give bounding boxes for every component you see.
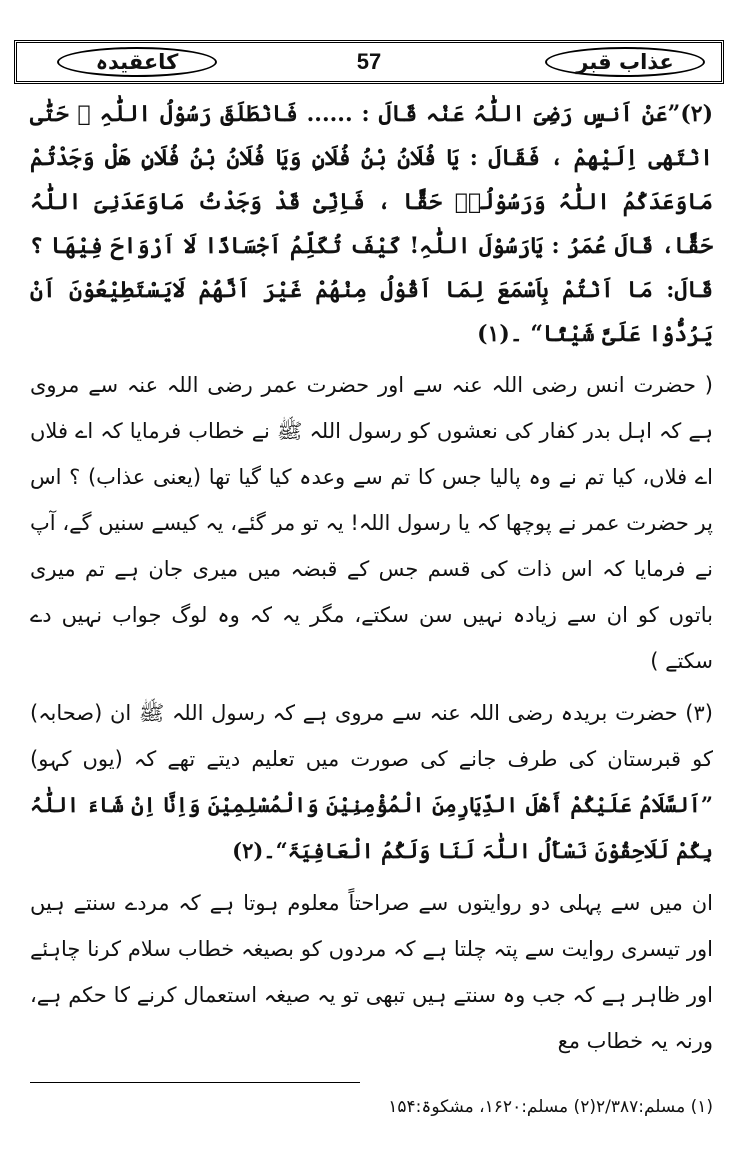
- hadith-buraidah-arabic: ”اَلسَّلَامُ عَلَیْکُمْ أَھْلَ الدِّیَارِمِنَ الْمُؤْمِنِیْنَ وَالْمُسْلِمِیْنَ وَاِنَّا اِنْ شَاءَ اللّٰہُ بِکُمْ لَلَاحِقُوْنَ نَسْأَلُ اللّٰہَ لَنَا وَلَکُمُ الْعَافِیَۃَ“۔(۲): [30, 792, 713, 863]
- commentary-paragraph: ان میں سے پہلی دو روایتوں سے صراحتاً معلوم ہوتا ہے کہ مردے سنتے ہیں اور تیسری روایت سے پتہ چلتا ہے کہ مردوں کو بصیغہ خطاب سلام کرنا چاہئے اور ظاہر ہے کہ جب وہ سنتے ہیں تبھی تو یہ صیغہ استعمال کرنے کا حکم ہے، ورنہ یہ خطاب مع: [30, 891, 713, 1053]
- footnote-references: (۱) مسلم:۲/۳۸۷(۲) مسلم:۱۶۲۰، مشکوۃ:۱۵۴: [388, 1097, 713, 1117]
- chapter-title-left: کاعقیدہ: [57, 47, 217, 77]
- footnote-divider: [30, 1082, 360, 1083]
- hadith-arabic-anas: (۲)”عَنْ اَنسٍ رَضِیَ اللّٰہُ عَنْہ قَالَ : ...... فَانْطَلَقَ رَسُوْلُ اللّٰہِ ﷺ حَتّٰی انْتَھٰی اِلَیْھِمْ ، فَقَالَ : یَا فُلَانُ بْنُ فُلَانٍ وَیَا فُلَانُ بْنُ فُلَانٍ ھَلْ وَجَدْتُمْ مَاوَعَدَکُمُ اللّٰہُ وَرَسُوْلُہٗ حَقًّا ، فَاِنِّیْ قَدْ وَجَدْتُ مَاوَعَدَنِیَ اللّٰہُ حَقًّا، قَالَ عُمَرُ : یَارَسُوْلَ اللّٰہِ! کَیْفَ تُکَلِّمُ اَجْسَادًا لَا اَرْوَاحَ فِیْھَا ؟ قَالَ: مَا اَنْتُمْ بِاَسْمَعَ لِمَا اَقُوْلُ مِنْھُمْ غَیْرَ اَنَّھُمْ لَایَسْتَطِیْعُوْنَ اَنْ یَرُدُّوْا عَلَیَّ شَیْئًا“ ۔(۱): [30, 101, 713, 347]
- page-header: [14, 40, 724, 84]
- page-number: 57: [356, 49, 382, 74]
- hadith-buraidah-urdu: (۳) حضرت بریدہ رضی اللہ عنہ سے مروی ہے کہ رسول اللہ ﷺ ان (صحابہ) کو قبرستان کی طرف جانے کی صورت میں تعلیم دیتے تھے کہ (یوں کہو): [30, 701, 713, 771]
- chapter-title-right: عذاب قبر: [545, 47, 705, 77]
- page-body: [30, 92, 713, 1070]
- urdu-translation-anas: ( حضرت انس رضی اللہ عنہ سے اور حضرت عمر رضی اللہ عنہ سے مروی ہے کہ اہل بدر کفار کی نعشوں کو رسول اللہ ﷺ نے خطاب فرمایا کہ اے فلاں اے فلاں، کیا تم نے وہ پالیا جس کا تم سے وعدہ کیا گیا تھا (یعنی عذاب) ؟ اس پر حضرت عمر نے پوچھا کہ یا رسول اللہ! یہ تو مر گئے، یہ کیسے سنیں گے، آپ نے فرمایا کہ اس ذات کی قسم جس کے قبضہ میں میری جان ہے تم میری باتوں کو ان سے زیادہ نہیں سن سکتے، مگر یہ کہ وہ لوگ جواب نہیں دے سکتے ): [30, 373, 713, 673]
- hadith-buraidah: [30, 690, 713, 874]
